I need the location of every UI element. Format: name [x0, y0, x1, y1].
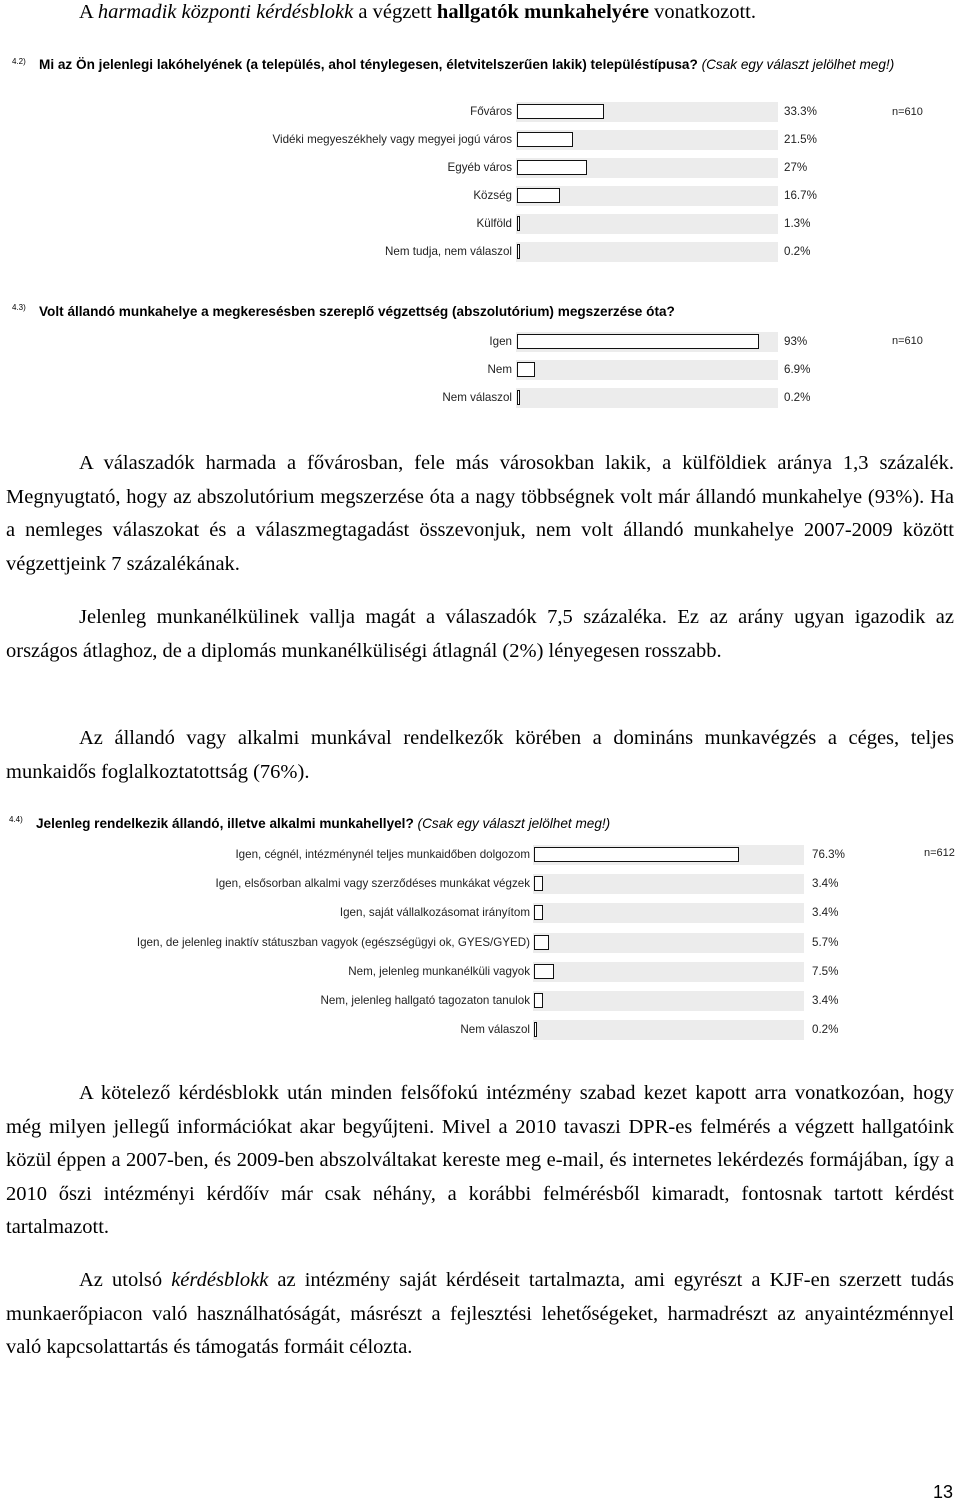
chart-row: [0, 933, 960, 953]
bar-label: Nem, jelenleg munkanélküli vagyok: [348, 964, 530, 978]
bar-value-label: 16.7%: [784, 189, 817, 202]
chart-row: [0, 991, 960, 1011]
question-title: [36, 815, 610, 832]
bar-track: [516, 332, 778, 352]
bar: [517, 216, 520, 231]
chart-row: [0, 214, 960, 234]
intro-text-1: A: [79, 1, 98, 23]
bar: [534, 1022, 537, 1037]
chart-row: [0, 388, 960, 408]
page-number: 13: [932, 1482, 953, 1502]
bar-track: [516, 242, 778, 262]
bar: [517, 104, 604, 119]
bar: [534, 964, 554, 979]
bar-track: [533, 933, 804, 953]
paragraph-3-text: Az állandó vagy alkalmi munkával rendelkezők körében a domináns munkavégzés a céges, teljes munkaidős foglalkoztatottság (76%).: [6, 727, 954, 783]
bar-track: [533, 903, 804, 923]
bar-label: Vidéki megyeszékhely vagy megyei jogú város: [272, 133, 512, 146]
bar-label: Nem tudja, nem válaszol: [385, 245, 512, 258]
intro-line: [79, 0, 756, 27]
sample-size: n=610: [892, 335, 923, 347]
bar: [517, 362, 535, 377]
question-title: [39, 56, 944, 73]
bar-value-label: 33.3%: [784, 105, 817, 118]
question-number: 4.3): [12, 303, 26, 312]
bar-label: Igen, saját vállalkozásomat irányítom: [339, 906, 530, 920]
chart-row: [0, 130, 960, 150]
paragraph-4: [6, 1077, 954, 1245]
bar: [517, 390, 520, 405]
bar-label: Igen, elsősorban alkalmi vagy szerződéses munkákat végzek: [215, 877, 530, 891]
bar: [517, 188, 560, 203]
bar-value-label: 3.4%: [812, 877, 839, 891]
bar: [517, 244, 520, 259]
bar-track: [533, 1020, 804, 1040]
question-title-text: Mi az Ön jelenlegi lakóhelyének (a település, ahol ténylegesen, életvitelszerűen lakik) településtípusa?: [39, 57, 698, 72]
chart-row: [0, 158, 960, 178]
question-title-text: Volt állandó munkahelye a megkeresésben szereplő végzettség (abszolutórium) megszerzése óta?: [39, 304, 675, 319]
bar: [517, 132, 573, 147]
bar-label: Nem válaszol: [442, 391, 512, 404]
chart-row: [0, 845, 960, 865]
chart-row: [0, 360, 960, 380]
bar-track: [516, 214, 778, 234]
bar-track: [516, 360, 778, 380]
bar-track: [533, 991, 804, 1011]
bar-value-label: 0.2%: [784, 245, 811, 258]
intro-italic: harmadik központi kérdésblokk: [97, 1, 354, 23]
bar: [534, 993, 543, 1008]
chart-row: [0, 332, 960, 352]
bar-track: [533, 962, 804, 982]
bar-label: Nem, jelenleg hallgató tagozaton tanulok: [320, 994, 530, 1007]
bar-value-label: 1.3%: [784, 217, 811, 230]
chart-row: [0, 242, 960, 262]
bar-track: [516, 102, 778, 122]
question-number: 4.2): [12, 57, 26, 66]
bar-label: Igen, de jelenleg inaktív státuszban vagyok (egészségügyi ok, GYES/GYED): [136, 935, 530, 949]
bar-label: Nem: [487, 363, 512, 376]
bar-value-label: 93%: [784, 335, 808, 348]
chart-row: [0, 962, 960, 982]
bar-label: Igen, cégnél, intézménynél teljes munkaidőben dolgozom: [235, 848, 530, 861]
bar-label: Egyéb város: [447, 161, 512, 174]
sample-size: n=610: [892, 106, 923, 118]
bar: [534, 876, 543, 891]
question-hint: (Csak egy választ jelölhet meg!): [417, 816, 611, 831]
bar-label: Főváros: [470, 105, 512, 118]
bar-track: [516, 388, 778, 408]
bar-label: Nem válaszol: [460, 1023, 530, 1037]
chart-row: [0, 874, 960, 894]
bar: [534, 847, 739, 862]
chart-row: [0, 102, 960, 122]
bar-value-label: 27%: [784, 161, 808, 174]
question-hint: (Csak egy választ jelölhet meg!): [701, 57, 895, 72]
bar: [534, 935, 549, 950]
paragraph-1: [6, 447, 954, 581]
bar-track: [533, 874, 804, 894]
bar-label: Külföld: [476, 217, 512, 230]
bar-track: [533, 845, 804, 865]
bar-label: Község: [473, 189, 512, 202]
chart-row: [0, 186, 960, 206]
bar-value-label: 6.9%: [784, 363, 811, 376]
paragraph-2: [6, 601, 954, 668]
bar-value-label: 7.5%: [812, 964, 839, 978]
paragraph-2-text: Jelenleg munkanélkülinek vallja magát a válaszadók 7,5 százaléka. Ez az arány ugyan igazodik az országos átlaghoz, de a diplomás munkanélküliségi átlagnál (2%) lényegesen rosszabb.: [6, 606, 954, 662]
paragraph-5-text-a: Az utolsó: [79, 1269, 172, 1291]
bar: [517, 334, 759, 349]
paragraph-3: [6, 722, 954, 789]
intro-text-5: vonatkozott.: [648, 1, 757, 23]
question-number: 4.4): [9, 815, 23, 824]
bar: [534, 905, 543, 920]
bar-value-label: 0.2%: [812, 1023, 839, 1037]
question-title: [39, 303, 675, 320]
bar-value-label: 3.4%: [812, 994, 839, 1007]
chart-row: [0, 903, 960, 923]
bar-track: [516, 158, 778, 178]
bar-value-label: 0.2%: [784, 391, 811, 404]
paragraph-1-text: A válaszadók harmada a fővárosban, fele más városokban lakik, a külföldiek aránya 1,3 százalék. Megnyugtató, hogy az abszolutórium megszerzése óta a nagy többségnek volt már állandó munkahelye (93%). Ha a nemleges válaszokat és a válaszmegtagadást összevonjuk, nem volt állandó munkahelye 2007-2009 között végzettjeink 7 százalékának.: [6, 452, 954, 575]
question-title-text: Jelenleg rendelkezik állandó, illetve alkalmi munkahellyel?: [36, 816, 414, 831]
bar-value-label: 3.4%: [812, 906, 839, 920]
bar-track: [516, 186, 778, 206]
bar-label: Igen: [489, 335, 512, 348]
paragraph-5-text-c: az intézmény saját kérdéseit tartalmazta, ami egyrészt a KJF-en szerzett tudás munkaerőpiacon való használhatóságát, másrészt a fejlesztési lehetőségeket, harmadrészt az anyaintézménnyel való kapcsolattartás és támogatás formáit célozta.: [6, 1269, 954, 1358]
paragraph-5-italic: kérdésblokk: [171, 1269, 269, 1291]
bar-value-label: 21.5%: [784, 133, 817, 146]
intro-bold: hallgatók munkahelyére: [436, 1, 649, 23]
paragraph-4-text: A kötelező kérdésblokk után minden felsőfokú intézmény szabad kezet kapott arra vonatkozóan, hogy még milyen jellegű információkat akar begyűjteni. Mivel a 2010 tavaszi DPR-es felmérés a végzett hallgatóink közül éppen a 2007-ben, és 2009-ben abszolváltakat kereste meg e-mail, és internetes lekérdezés formájában, így a 2010 őszi intézményi kérdőív már csak néhány, a korábbi felmérésből kimaradt, fontosnak tartott kérdést tartalmazott.: [6, 1082, 954, 1238]
bar: [517, 160, 587, 175]
bar-value-label: 76.3%: [812, 848, 845, 861]
paragraph-5: [6, 1264, 954, 1365]
chart-row: [0, 1020, 960, 1040]
intro-text-3: a végzett: [353, 1, 437, 23]
bar-value-label: 5.7%: [812, 935, 839, 949]
bar-track: [516, 130, 778, 150]
sample-size: n=612: [924, 847, 955, 859]
